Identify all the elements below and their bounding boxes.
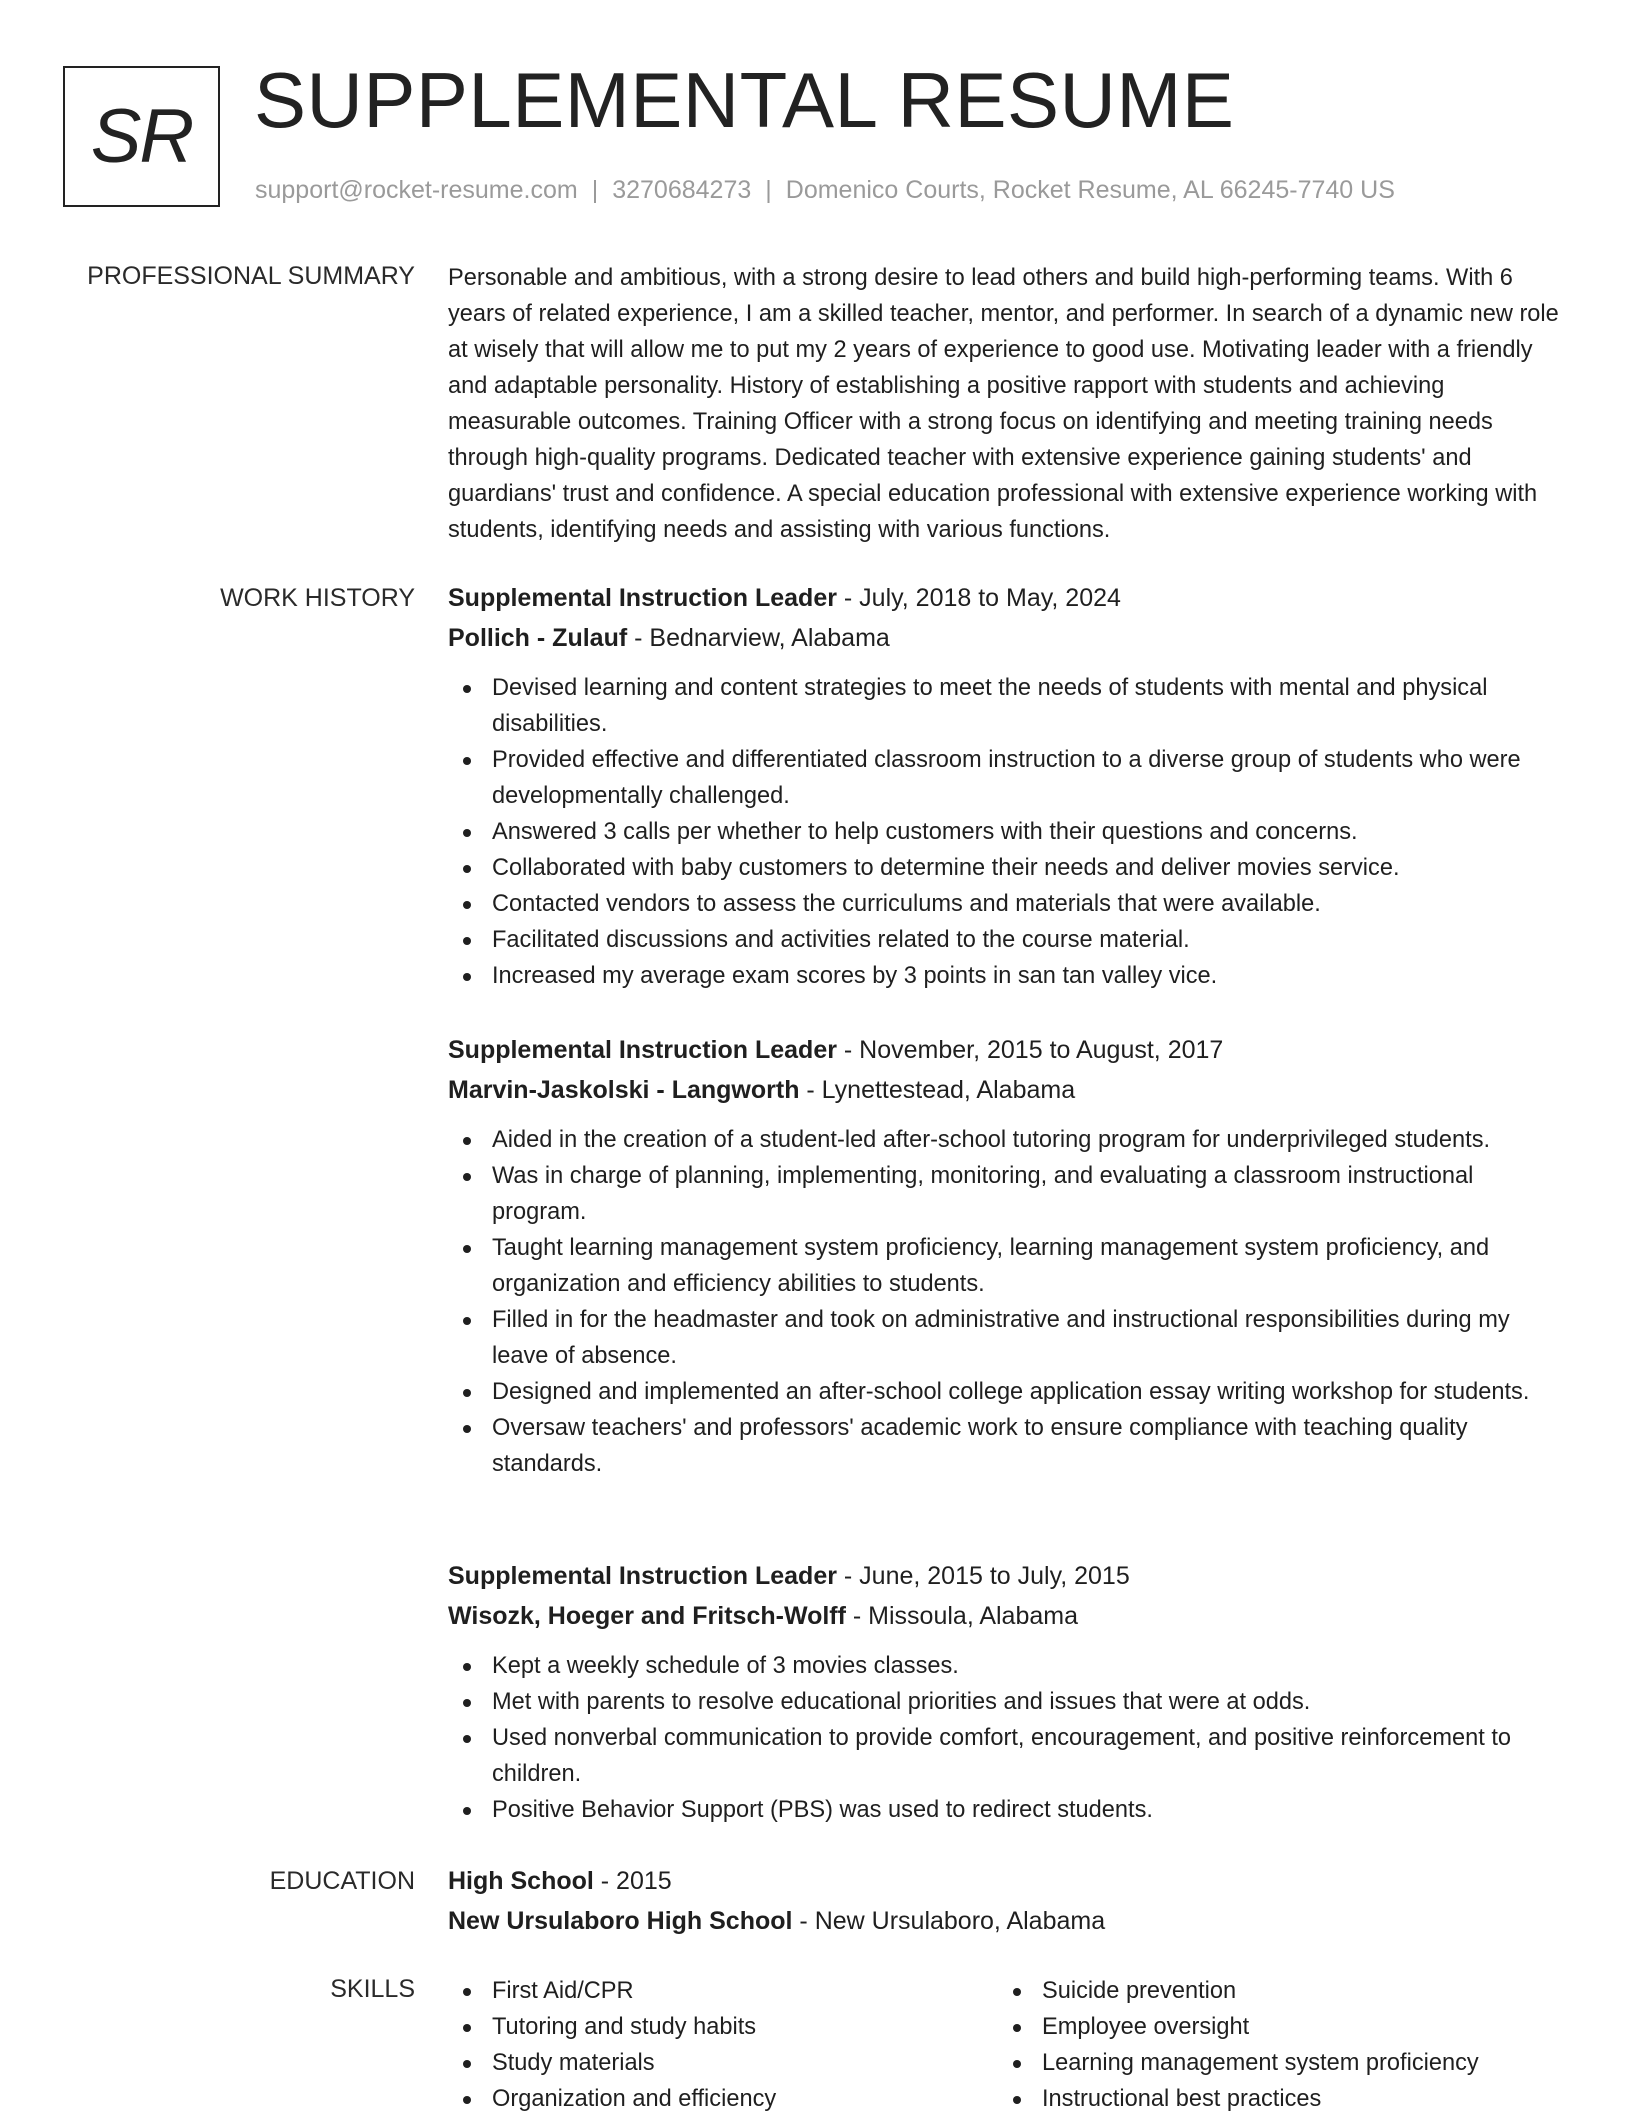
list-item: Positive Behavior Support (PBS) was used to redirect students. (448, 1792, 1560, 1828)
contact-email[interactable]: support@rocket-resume.com (255, 176, 578, 204)
list-item: Designed and implemented an after-school college application essay writing workshop for students. (448, 1374, 1560, 1410)
contact-address: Domenico Courts, Rocket Resume, AL 66245-7740 US (785, 176, 1395, 204)
skills-column-right (998, 1973, 1548, 2117)
list-item: Tutoring and study habits (448, 2009, 998, 2045)
skills-column-left (448, 1973, 998, 2117)
list-item: Employee oversight (998, 2009, 1548, 2045)
list-item: Learning management system proficiency (998, 2045, 1548, 2081)
education-school-line (448, 1901, 1560, 1941)
list-item: Met with parents to resolve educational priorities and issues that were at odds. (448, 1684, 1560, 1720)
job-bullets (448, 1122, 1560, 1482)
contact-separator: | (765, 176, 772, 204)
list-item: Increased my average exam scores by 3 points in san tan valley vice. (448, 958, 1560, 994)
skills-grid (448, 1973, 1560, 2117)
job-company-line (448, 1070, 1560, 1110)
job-entry (448, 1556, 1560, 1828)
resume-title: SUPPLEMENTAL RESUME (254, 56, 1235, 144)
job-company: Pollich - Zulauf (448, 624, 628, 652)
job-dates: - November, 2015 to August, 2017 (836, 1036, 1224, 1064)
education-location: - New Ursulaboro, Alabama (792, 1907, 1106, 1935)
job-company-line (448, 618, 1560, 658)
skills-body (448, 1973, 1560, 2117)
job-bullets (448, 1648, 1560, 1828)
list-item: Provided effective and differentiated classroom instruction to a diverse group of students who were developmentally challenged. (448, 742, 1560, 814)
list-item: Suicide prevention (998, 1973, 1548, 2009)
list-item: Used nonverbal communication to provide comfort, encouragement, and positive reinforcement to children. (448, 1720, 1560, 1792)
list-item: Facilitated discussions and activities related to the course material. (448, 922, 1560, 958)
list-item: Was in charge of planning, implementing, monitoring, and evaluating a classroom instructional program. (448, 1158, 1560, 1230)
list-item: Kept a weekly schedule of 3 movies classes. (448, 1648, 1560, 1684)
list-item: Taught learning management system proficiency, learning management system proficiency, and organization and efficiency abilities to students. (448, 1230, 1560, 1302)
list-item: Filled in for the headmaster and took on administrative and instructional responsibilities during my leave of absence. (448, 1302, 1560, 1374)
monogram-box (63, 66, 220, 207)
job-entry (448, 1030, 1560, 1482)
job-dates: - June, 2015 to July, 2015 (836, 1562, 1130, 1590)
education-year: - 2015 (593, 1867, 672, 1895)
education-body (448, 1861, 1560, 1941)
list-item: Devised learning and content strategies to meet the needs of students with mental and physical disabilities. (448, 670, 1560, 742)
section-label-summary: PROFESSIONAL SUMMARY (87, 262, 415, 290)
skills-list (998, 1973, 1548, 2117)
job-company: Marvin-Jaskolski - Langworth (448, 1076, 800, 1104)
list-item: Oversaw teachers' and professors' academic work to ensure compliance with teaching quality standards. (448, 1410, 1560, 1482)
contact-phone[interactable]: 3270684273 (612, 176, 752, 204)
section-label-education: EDUCATION (269, 1867, 415, 1895)
education-degree: High School (448, 1867, 594, 1895)
summary-body (448, 260, 1560, 548)
section-label-work-history: WORK HISTORY (220, 584, 415, 612)
job-entry (448, 578, 1560, 994)
education-degree-line (448, 1861, 1560, 1901)
job-location: - Bednarview, Alabama (627, 624, 890, 652)
list-item: Organization and efficiency (448, 2081, 998, 2117)
education-school: New Ursulaboro High School (448, 1907, 793, 1935)
list-item: Aided in the creation of a student-led after-school tutoring program for underprivileged students. (448, 1122, 1560, 1158)
job-location: - Missoula, Alabama (845, 1602, 1078, 1630)
list-item: Collaborated with baby customers to determine their needs and deliver movies service. (448, 850, 1560, 886)
job-title: Supplemental Instruction Leader (448, 1036, 837, 1064)
summary-text: Personable and ambitious, with a strong desire to lead others and build high-performing teams. With 6 years of related experience, I am a skilled teacher, mentor, and performer. In search of a dynamic new role at wisely that will allow me to put my 2 years of experience to good use. Motivating leader with a friendly and adaptable personality. History of establishing a positive rapport with students and achieving measurable outcomes. Training Officer with a strong focus on identifying and meeting training needs through high-quality programs. Dedicated teacher with extensive experience gaining students' and guardians' trust and confidence. A special education professional with extensive experience working with students, identifying needs and assisting with various functions. (448, 265, 1559, 543)
job-company: Wisozk, Hoeger and Fritsch-Wolff (448, 1602, 846, 1630)
job-title-line (448, 578, 1560, 618)
list-item: Study materials (448, 2045, 998, 2081)
job-title: Supplemental Instruction Leader (448, 1562, 837, 1590)
job-title: Supplemental Instruction Leader (448, 584, 837, 612)
job-title-line (448, 1556, 1560, 1596)
job-bullets (448, 670, 1560, 994)
job-location: - Lynettestead, Alabama (799, 1076, 1076, 1104)
skills-list (448, 1973, 998, 2117)
job-dates: - July, 2018 to May, 2024 (836, 584, 1121, 612)
monogram-initials: SR (90, 93, 193, 179)
list-item: Instructional best practices (998, 2081, 1548, 2117)
contact-line (255, 174, 1395, 207)
section-label-skills: SKILLS (330, 1975, 415, 2003)
job-company-line (448, 1596, 1560, 1636)
list-item: First Aid/CPR (448, 1973, 998, 2009)
list-item: Answered 3 calls per whether to help customers with their questions and concerns. (448, 814, 1560, 850)
job-title-line (448, 1030, 1560, 1070)
list-item: Contacted vendors to assess the curriculums and materials that were available. (448, 886, 1560, 922)
contact-separator: | (591, 176, 599, 204)
